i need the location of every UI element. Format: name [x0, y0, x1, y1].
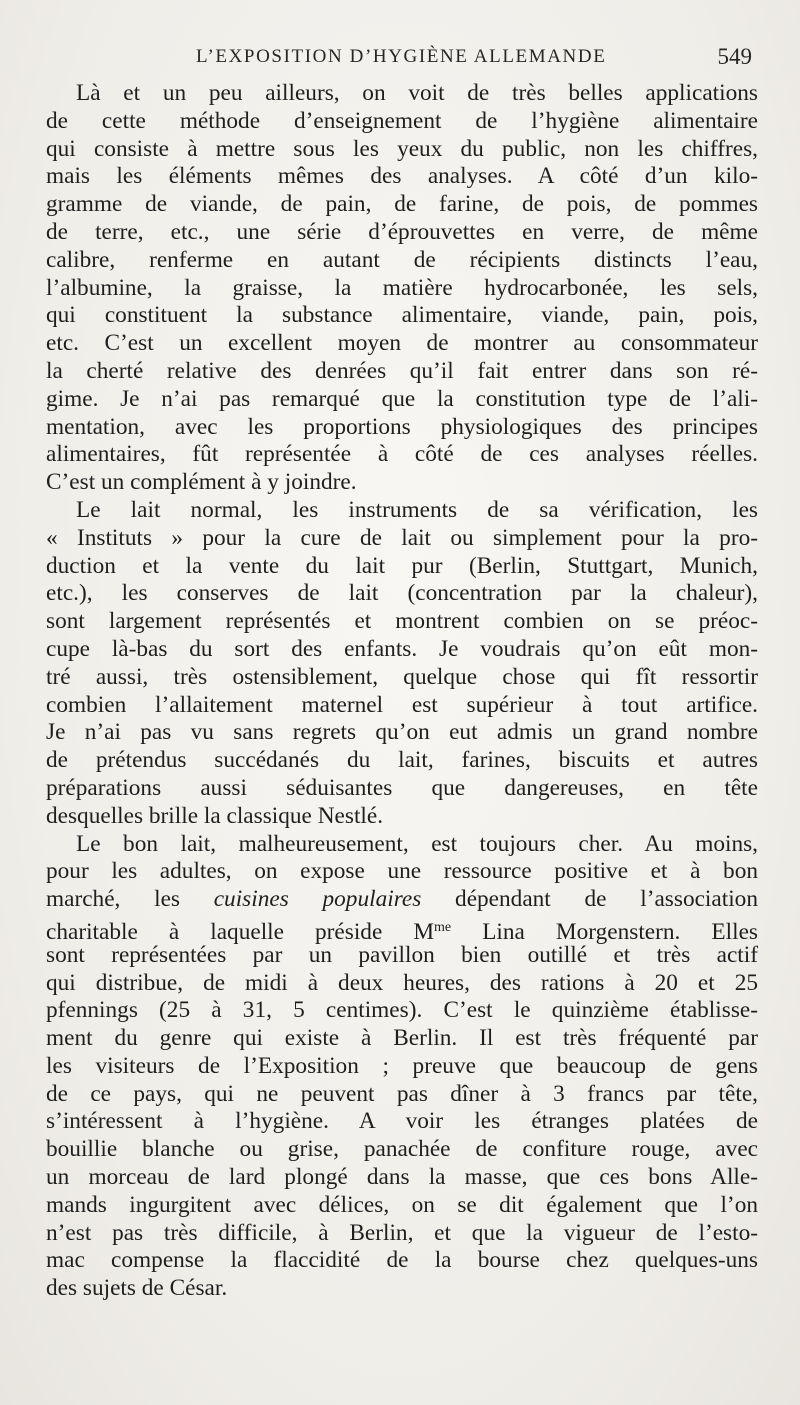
text-line: duction et la vente du lait pur (Berlin, Stuttgart, Munich,: [46, 552, 758, 579]
superscript-text: me: [434, 919, 452, 935]
text-line: mentation, avec les proportions physiologiques des principes: [46, 413, 758, 440]
text-line: pour les adultes, on expose une ressource positive et à bon: [46, 858, 758, 885]
text-segment: charitable à laquelle préside M: [46, 918, 435, 945]
text-line: ment du genre qui existe à Berlin. Il est très fréquenté par: [46, 1025, 758, 1052]
text-line: bouillie blanche ou grise, panachée de confiture rouge, avec: [46, 1136, 758, 1163]
text-line: Là et un peu ailleurs, on voit de très belles applications: [76, 80, 758, 106]
text-line: préparations aussi séduisantes que dangereuses, en tête: [46, 774, 758, 801]
text-line: de prétendus succédanés du lait, farines, biscuits et autres: [46, 747, 758, 774]
text-line: qui distribue, de midi à deux heures, des rations à 20 et 25: [46, 969, 758, 996]
text-segment: marché, les: [46, 886, 214, 913]
text-line: mais les éléments mêmes des analyses. A côté d’un kilo-: [46, 163, 758, 190]
text-line: cupe là-bas du sort des enfants. Je voudrais qu’on eût mon-: [46, 635, 758, 662]
text-line: tré aussi, très ostensiblement, quelque chose qui fît ressortir: [46, 663, 758, 690]
text-segment: Lina Morgenstern. Elles: [451, 918, 758, 945]
text-line: desquelles brille la classique Nestlé.: [46, 802, 384, 829]
text-line: qui consiste à mettre sous les yeux du public, non les chiffres,: [46, 135, 758, 162]
text-line: les visiteurs de l’Exposition ; preuve que beaucoup de gens: [46, 1052, 758, 1079]
text-line: de terre, etc., une série d’éprouvettes en verre, de même: [46, 218, 758, 245]
text-line: etc.), les conserves de lait (concentration par la chaleur),: [46, 580, 758, 607]
body-text: [46, 80, 758, 1303]
text-line: mac compense la flaccidité de la bourse chez quelques-uns: [46, 1247, 758, 1274]
text-line: C’est un complément à y joindre.: [46, 469, 357, 496]
text-line: pfennings (25 à 31, 5 centimes). C’est le quinzième établisse-: [46, 997, 758, 1024]
text-line: de ce pays, qui ne peuvent pas dîner à 3 francs par tête,: [46, 1080, 758, 1107]
text-line: Je n’ai pas vu sans regrets qu’on eut admis un grand nombre: [46, 719, 758, 746]
text-line: Le bon lait, malheureusement, est toujours cher. Au moins,: [76, 830, 758, 857]
text-line: combien l’allaitement maternel est supérieur à tout artifice.: [46, 691, 758, 718]
italic-text: cuisines populaires: [213, 886, 422, 913]
text-line: des sujets de César.: [46, 1275, 228, 1302]
text-line: sont représentées par un pavillon bien outillé et très actif: [46, 941, 758, 968]
running-title: L’EXPOSITION D’HYGIÈNE ALLEMANDE: [196, 46, 607, 67]
text-line: l’albumine, la graisse, la matière hydrocarbonée, les sels,: [46, 274, 758, 301]
text-line: un morceau de lard plongé dans la masse, que ces bons Alle-: [46, 1164, 758, 1191]
text-line: mands ingurgitent avec délices, on se dit également que l’on: [46, 1191, 758, 1218]
running-head: [0, 46, 800, 76]
text-line: gramme de viande, de pain, de farine, de pois, de pommes: [46, 191, 758, 218]
text-line: « Instituts » pour la cure de lait ou simplement pour la pro-: [46, 524, 758, 551]
text-line: sont largement représentés et montrent combien on se préoc-: [46, 608, 758, 635]
text-line: n’est pas très difficile, à Berlin, et que la vigueur de l’esto-: [46, 1219, 758, 1246]
text-line: [46, 886, 758, 914]
text-line: [46, 914, 758, 945]
text-line: la cherté relative des denrées qu’il fait entrer dans son ré-: [46, 357, 758, 384]
text-line: gime. Je n’ai pas remarqué que la constitution type de l’ali-: [46, 385, 758, 412]
text-line: alimentaires, fût représentée à côté de ces analyses réelles.: [46, 441, 758, 468]
text-line: calibre, renferme en autant de récipients distincts l’eau,: [46, 246, 758, 273]
text-line: etc. C’est un excellent moyen de montrer au consommateur: [46, 330, 758, 357]
page-number: 549: [717, 44, 752, 69]
text-segment: dépendant de l’association: [421, 886, 758, 913]
text-line: Le lait normal, les instruments de sa vérification, les: [76, 496, 758, 523]
text-line: qui constituent la substance alimentaire, viande, pain, pois,: [46, 302, 758, 329]
text-line: s’intéressent à l’hygiène. A voir les étranges platées de: [46, 1108, 758, 1135]
text-line: de cette méthode d’enseignement de l’hygiène alimentaire: [46, 107, 758, 134]
